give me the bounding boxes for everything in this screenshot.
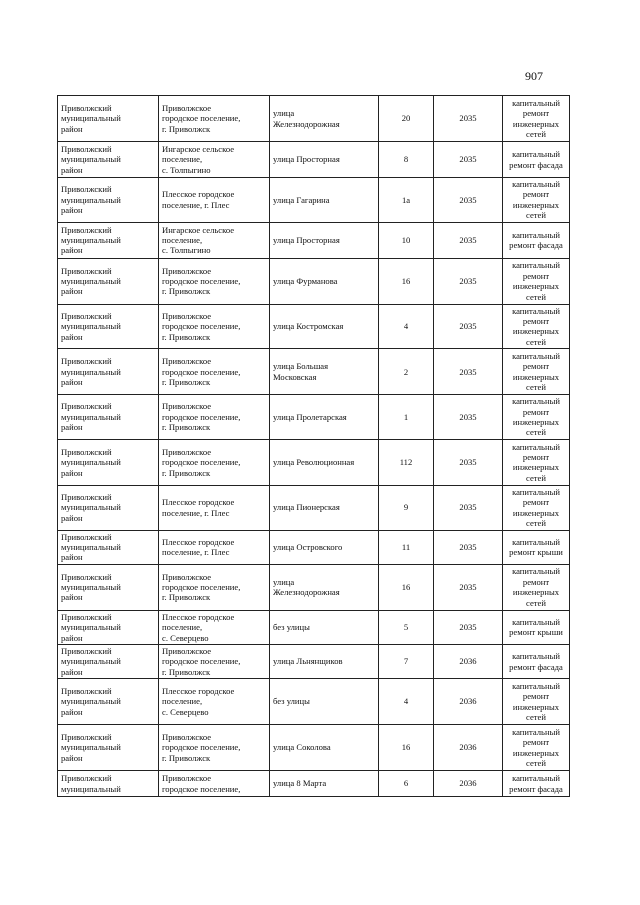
street-line: улица Фурманова (273, 275, 338, 286)
settlement-line: Приволжское (162, 773, 212, 784)
settlement-line: с. Северцево (162, 632, 209, 643)
settlement-cell (159, 395, 270, 440)
district-line: Приволжский (61, 732, 112, 743)
street-line: улица Льнянщиков (273, 656, 343, 667)
district-line: район (61, 512, 83, 523)
year-cell: 2035 (434, 395, 503, 440)
table-row (58, 530, 570, 564)
district-line: район (61, 331, 83, 342)
settlement-line: Приволжское (162, 645, 212, 656)
district-line: район (61, 706, 83, 717)
work-type-line: сетей (526, 472, 546, 483)
settlement-line: городское поселение, (162, 656, 241, 667)
settlement-line: поселение, (162, 622, 203, 633)
work-type-line: капитальный (512, 726, 560, 737)
settlement-line: поселение, (162, 696, 203, 707)
work-type-cell (503, 96, 570, 142)
work-type-cell (503, 644, 570, 678)
street-cell (270, 610, 379, 644)
settlement-cell (159, 178, 270, 223)
settlement-cell (159, 258, 270, 304)
street-cell (270, 258, 379, 304)
settlement-line: Плесское городское (162, 536, 235, 547)
district-cell (58, 439, 159, 485)
street-cell (270, 644, 379, 678)
table-row (58, 96, 570, 142)
work-type-line: инженерных (512, 507, 560, 518)
work-type-line: инженерных (512, 587, 560, 598)
table-row (58, 610, 570, 644)
work-type-cell (503, 222, 570, 258)
settlement-line: Приволжское (162, 265, 212, 276)
table-row (58, 564, 570, 610)
district-cell (58, 349, 159, 395)
year-cell: 2035 (434, 222, 503, 258)
work-type-line: капитальный (512, 350, 560, 361)
street-line: Железнодорожная (273, 587, 340, 598)
work-type-cell (503, 395, 570, 440)
district-line: муниципальный (61, 275, 121, 286)
work-type-cell (503, 142, 570, 178)
district-cell (58, 679, 159, 725)
street-line: улица (273, 576, 295, 587)
work-type-line: капитальный (512, 305, 560, 316)
street-cell (270, 485, 379, 530)
street-cell (270, 96, 379, 142)
district-line: муниципальный (61, 321, 121, 332)
work-type-line: ремонт крыши (509, 547, 563, 558)
page-number: 907 (525, 69, 543, 83)
work-type-line: ремонт (522, 108, 550, 119)
district-cell (58, 564, 159, 610)
work-type-line: сетей (526, 210, 546, 221)
work-type-line: ремонт (522, 737, 550, 748)
work-type-line: капитальный (512, 441, 560, 452)
street-cell (270, 530, 379, 564)
district-cell (58, 485, 159, 530)
year-cell: 2035 (434, 349, 503, 395)
settlement-line: г. Приволжск (162, 467, 211, 478)
settlement-line: с. Толпыгино (162, 245, 211, 256)
district-line: муниципальный (61, 696, 121, 707)
work-type-line: ремонт фасада (509, 159, 563, 170)
work-type-line: капитальный (512, 97, 560, 108)
house-number-cell: 1а (379, 178, 434, 223)
street-cell (270, 564, 379, 610)
settlement-line: г. Приволжск (162, 752, 211, 763)
street-line: Железнодорожная (273, 118, 340, 129)
settlement-cell (159, 439, 270, 485)
district-line: район (61, 123, 83, 134)
work-type-line: капитальный (512, 566, 560, 577)
settlement-line: городское поселение, (162, 783, 241, 794)
settlement-line: г. Приволжск (162, 331, 211, 342)
district-line: муниципальный (61, 783, 121, 794)
table-row (58, 725, 570, 771)
work-type-line: капитальный (512, 773, 560, 784)
settlement-cell (159, 530, 270, 564)
work-type-cell (503, 610, 570, 644)
settlement-line: с. Толпыгино (162, 164, 211, 175)
district-line: район (61, 632, 83, 643)
street-cell (270, 679, 379, 725)
year-cell: 2035 (434, 142, 503, 178)
settlement-cell (159, 304, 270, 349)
settlement-line: Приволжское (162, 310, 212, 321)
year-cell: 2035 (434, 304, 503, 349)
work-type-line: сетей (526, 382, 546, 393)
district-line: Приволжский (61, 446, 112, 457)
work-type-cell (503, 679, 570, 725)
district-cell (58, 771, 159, 797)
district-line: Приволжский (61, 645, 112, 656)
work-type-line: ремонт фасада (509, 783, 563, 794)
settlement-line: Ингарское сельское (162, 224, 235, 235)
settlement-line: г. Приволжск (162, 666, 211, 677)
settlement-cell (159, 96, 270, 142)
year-cell: 2035 (434, 564, 503, 610)
street-cell (270, 349, 379, 395)
settlement-line: г. Приволжск (162, 286, 211, 297)
year-cell: 2035 (434, 258, 503, 304)
street-line: улица Революционная (273, 457, 355, 468)
work-type-line: сетей (526, 597, 546, 608)
work-type-cell (503, 304, 570, 349)
district-line: Приволжский (61, 773, 112, 784)
work-type-line: инженерных (512, 462, 560, 473)
settlement-line: с. Северцево (162, 706, 209, 717)
work-type-line: капитальный (512, 536, 560, 547)
district-line: Приволжский (61, 686, 112, 697)
district-line: Приволжский (61, 184, 112, 195)
house-number-cell: 10 (379, 222, 434, 258)
district-line: район (61, 205, 83, 216)
table-row (58, 222, 570, 258)
settlement-cell (159, 771, 270, 797)
house-number-cell: 6 (379, 771, 434, 797)
district-line: муниципальный (61, 457, 121, 468)
street-line: улица Пионерская (273, 502, 340, 513)
district-line: район (61, 164, 83, 175)
table-row (58, 349, 570, 395)
settlement-line: городское поселение, (162, 113, 241, 124)
district-line: Приволжский (61, 401, 112, 412)
district-line: Приволжский (61, 265, 112, 276)
district-cell (58, 258, 159, 304)
house-number-cell: 16 (379, 258, 434, 304)
district-line: муниципальный (61, 194, 121, 205)
settlement-line: Приволжское (162, 571, 212, 582)
year-cell: 2036 (434, 644, 503, 678)
work-type-cell (503, 258, 570, 304)
year-cell: 2036 (434, 771, 503, 797)
year-cell: 2035 (434, 178, 503, 223)
district-line: район (61, 666, 83, 677)
table-row (58, 395, 570, 440)
work-type-cell (503, 771, 570, 797)
settlement-line: городское поселение, (162, 275, 241, 286)
street-cell (270, 725, 379, 771)
street-line: улица 8 Марта (273, 778, 327, 789)
work-type-cell (503, 530, 570, 564)
street-line: улица Просторная (273, 234, 340, 245)
work-type-line: ремонт (522, 497, 550, 508)
district-line: муниципальный (61, 742, 121, 753)
work-type-line: инженерных (512, 281, 560, 292)
district-cell (58, 530, 159, 564)
work-type-line: инженерных (512, 199, 560, 210)
street-line: улица Пролетарская (273, 411, 347, 422)
street-cell (270, 771, 379, 797)
district-line: муниципальный (61, 541, 121, 552)
street-cell (270, 304, 379, 349)
street-line: Московская (273, 371, 317, 382)
district-cell (58, 142, 159, 178)
district-line: муниципальный (61, 656, 121, 667)
district-line: муниципальный (61, 622, 121, 633)
work-type-line: капитальный (512, 260, 560, 271)
work-type-line: капитальный (512, 651, 560, 662)
work-type-cell (503, 349, 570, 395)
district-line: Приволжский (61, 611, 112, 622)
work-type-line: сетей (526, 427, 546, 438)
table-row (58, 771, 570, 797)
work-type-line: инженерных (512, 371, 560, 382)
district-line: Приволжский (61, 224, 112, 235)
house-number-cell: 20 (379, 96, 434, 142)
settlement-line: Плесское городское (162, 497, 235, 508)
street-line: улица Соколова (273, 742, 331, 753)
house-number-cell: 16 (379, 725, 434, 771)
district-line: муниципальный (61, 411, 121, 422)
street-cell (270, 222, 379, 258)
year-cell: 2036 (434, 679, 503, 725)
settlement-line: Приволжское (162, 102, 212, 113)
table-row (58, 485, 570, 530)
work-type-line: ремонт (522, 451, 550, 462)
work-type-cell (503, 564, 570, 610)
settlement-line: г. Приволжск (162, 376, 211, 387)
house-number-cell: 4 (379, 304, 434, 349)
settlement-cell (159, 485, 270, 530)
work-type-line: инженерных (512, 326, 560, 337)
district-line: муниципальный (61, 582, 121, 593)
street-cell (270, 395, 379, 440)
year-cell: 2036 (434, 725, 503, 771)
settlement-line: г. Приволжск (162, 123, 211, 134)
work-type-line: ремонт (522, 406, 550, 417)
settlement-line: Плесское городское (162, 686, 235, 697)
work-type-cell (503, 725, 570, 771)
district-line: Приволжский (61, 310, 112, 321)
district-cell (58, 725, 159, 771)
street-line: улица Гагарина (273, 194, 330, 205)
table-row (58, 644, 570, 678)
street-cell (270, 439, 379, 485)
work-type-line: капитальный (512, 229, 560, 240)
district-cell (58, 178, 159, 223)
street-line: улица Островского (273, 541, 343, 552)
table-row (58, 679, 570, 725)
district-line: район (61, 376, 83, 387)
district-line: район (61, 467, 83, 478)
year-cell: 2035 (434, 485, 503, 530)
house-number-cell: 8 (379, 142, 434, 178)
district-line: район (61, 752, 83, 763)
settlement-line: поселение, (162, 234, 203, 245)
work-type-cell (503, 439, 570, 485)
house-number-cell: 11 (379, 530, 434, 564)
house-number-cell: 4 (379, 679, 434, 725)
year-cell: 2035 (434, 439, 503, 485)
settlement-cell (159, 222, 270, 258)
year-cell: 2035 (434, 610, 503, 644)
street-line: без улицы (273, 622, 310, 633)
settlement-line: Плесское городское (162, 189, 235, 200)
table-row (58, 304, 570, 349)
work-type-line: сетей (526, 712, 546, 723)
settlement-line: Ингарское сельское (162, 143, 235, 154)
street-line: улица Просторная (273, 154, 340, 165)
table-body (58, 96, 570, 797)
district-line: Приволжский (61, 143, 112, 154)
work-type-line: капитальный (512, 616, 560, 627)
work-type-line: сетей (526, 128, 546, 139)
district-cell (58, 395, 159, 440)
settlement-line: городское поселение, (162, 321, 241, 332)
district-line: муниципальный (61, 502, 121, 513)
district-line: Приволжский (61, 492, 112, 503)
table-row (58, 178, 570, 223)
work-type-line: ремонт фасада (509, 240, 563, 251)
district-line: муниципальный (61, 113, 121, 124)
district-line: район (61, 245, 83, 256)
settlement-line: поселение, г. Плес (162, 199, 230, 210)
settlement-line: городское поселение, (162, 742, 241, 753)
settlement-cell (159, 725, 270, 771)
work-type-line: ремонт (522, 361, 550, 372)
house-number-cell: 1 (379, 395, 434, 440)
house-number-cell: 9 (379, 485, 434, 530)
work-type-line: капитальный (512, 486, 560, 497)
street-line: улица (273, 108, 295, 119)
work-type-line: сетей (526, 291, 546, 302)
street-cell (270, 142, 379, 178)
work-type-line: инженерных (512, 701, 560, 712)
street-line: улица Большая (273, 361, 329, 372)
district-line: район (61, 286, 83, 297)
work-type-line: капитальный (512, 149, 560, 160)
district-line: Приволжский (61, 571, 112, 582)
district-line: муниципальный (61, 366, 121, 377)
district-line: Приволжский (61, 356, 112, 367)
work-type-line: ремонт (522, 691, 550, 702)
house-number-cell: 7 (379, 644, 434, 678)
district-cell (58, 222, 159, 258)
district-line: район (61, 552, 83, 563)
settlement-cell (159, 644, 270, 678)
work-type-line: ремонт фасада (509, 661, 563, 672)
district-line: Приволжский (61, 102, 112, 113)
district-cell (58, 96, 159, 142)
district-line: район (61, 422, 83, 433)
work-type-line: ремонт (522, 576, 550, 587)
house-number-cell: 16 (379, 564, 434, 610)
district-line: муниципальный (61, 154, 121, 165)
settlement-line: Приволжское (162, 356, 212, 367)
work-type-line: ремонт (522, 270, 550, 281)
street-line: без улицы (273, 696, 310, 707)
work-type-line: сетей (526, 758, 546, 769)
settlement-line: Приволжское (162, 446, 212, 457)
settlement-line: г. Приволжск (162, 592, 211, 603)
district-cell (58, 644, 159, 678)
housing-repair-table (57, 95, 570, 797)
work-type-line: инженерных (512, 417, 560, 428)
settlement-line: городское поселение, (162, 366, 241, 377)
district-line: район (61, 592, 83, 603)
house-number-cell: 2 (379, 349, 434, 395)
street-cell (270, 178, 379, 223)
settlement-cell (159, 679, 270, 725)
work-type-line: ремонт (522, 189, 550, 200)
settlement-line: городское поселение, (162, 411, 241, 422)
work-type-line: ремонт (522, 316, 550, 327)
work-type-line: инженерных (512, 747, 560, 758)
work-type-line: капитальный (512, 179, 560, 189)
settlement-line: поселение, г. Плес (162, 547, 230, 558)
house-number-cell: 5 (379, 610, 434, 644)
table-row (58, 142, 570, 178)
settlement-line: городское поселение, (162, 582, 241, 593)
year-cell: 2035 (434, 96, 503, 142)
work-type-line: сетей (526, 336, 546, 347)
work-type-cell (503, 178, 570, 223)
work-type-line: инженерных (512, 118, 560, 129)
district-cell (58, 610, 159, 644)
work-type-cell (503, 485, 570, 530)
district-cell (58, 304, 159, 349)
district-line: Приволжский (61, 531, 112, 542)
settlement-line: поселение, г. Плес (162, 507, 230, 518)
settlement-line: Приволжское (162, 401, 212, 412)
settlement-cell (159, 610, 270, 644)
settlement-cell (159, 349, 270, 395)
year-cell: 2035 (434, 530, 503, 564)
settlement-line: г. Приволжск (162, 422, 211, 433)
table-row (58, 439, 570, 485)
street-line: улица Костромская (273, 321, 344, 332)
settlement-line: Плесское городское (162, 611, 235, 622)
house-number-cell: 112 (379, 439, 434, 485)
settlement-line: городское поселение, (162, 457, 241, 468)
district-line: муниципальный (61, 234, 121, 245)
work-type-line: сетей (526, 518, 546, 529)
work-type-line: ремонт крыши (509, 627, 563, 638)
settlement-line: поселение, (162, 154, 203, 165)
table-row (58, 258, 570, 304)
settlement-line: Приволжское (162, 732, 212, 743)
settlement-cell (159, 564, 270, 610)
settlement-cell (159, 142, 270, 178)
work-type-line: капитальный (512, 396, 560, 407)
work-type-line: капитальный (512, 680, 560, 691)
